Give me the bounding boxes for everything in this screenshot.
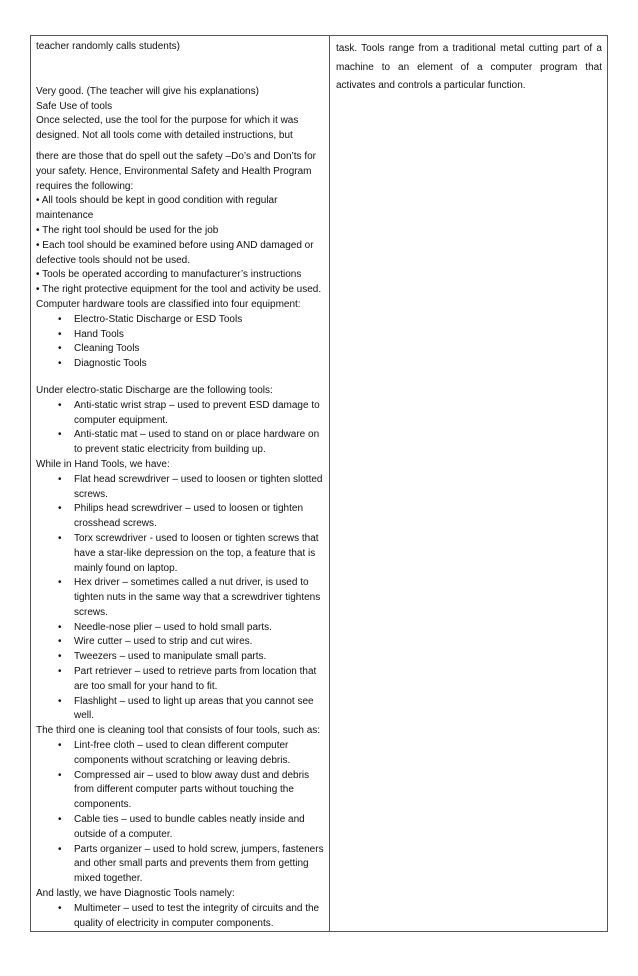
list-item: • Anti-static wrist strap – used to prevent ESD damage to computer equipment. xyxy=(36,399,325,429)
safety-point: • The right protective equipment for the tool and activity be used. xyxy=(36,284,322,296)
hand-tools-list xyxy=(36,473,325,725)
list-item: • Torx screwdriver - used to loosen or tighten screws that have a star-like depression on the top, a feature that is mainly found on laptop. xyxy=(36,532,325,576)
list-item: • Flat head screwdriver – used to loosen or tighten slotted screws. xyxy=(36,473,325,503)
safety-point: • Tools be operated according to manufacturer’s instructions xyxy=(36,269,302,281)
list-item: • Electro-Static Discharge or ESD Tools xyxy=(36,313,325,328)
list-item: • Lint-free cloth – used to clean different computer components without scratching or leaving debris. xyxy=(36,739,325,769)
diagnostic-intro: And lastly, we have Diagnostic Tools namely: xyxy=(36,888,235,900)
hand-intro: While in Hand Tools, we have: xyxy=(36,458,170,470)
list-item: • Anti-static mat – used to stand on or place hardware on to prevent static electricity from building up. xyxy=(36,428,325,458)
list-item: • Multimeter – used to test the integrity of circuits and the quality of electricity in computer components. xyxy=(36,902,325,932)
intro-line: teacher randomly calls students) xyxy=(36,41,180,52)
right-column xyxy=(330,36,607,931)
list-item: • Cable ties – used to bundle cables neatly inside and outside of a computer. xyxy=(36,813,325,843)
section-heading-safe-use: Safe Use of tools xyxy=(36,100,113,112)
list-item: • Part retriever – used to retrieve parts from location that are too small for your hand to fit. xyxy=(36,665,325,695)
list-item: • Cleaning Tools xyxy=(36,342,325,357)
safe-use-text-1: Once selected, use the tool for the purpose for which it was designed. Not all tools come with detailed instructions, but xyxy=(36,115,299,142)
esd-tools-list xyxy=(36,399,325,458)
cleaning-intro: The third one is cleaning tool that consists of four tools, such as: xyxy=(36,725,321,737)
list-item: • Compressed air – used to blow away dust and debris from different computer parts without touching the components. xyxy=(36,769,325,813)
classified-intro: Computer hardware tools are classified into four equipment: xyxy=(36,298,301,310)
list-item: • Needle-nose plier – used to hold small parts. xyxy=(36,621,325,636)
list-item: • Diagnostic Tools xyxy=(36,357,325,372)
document-table xyxy=(30,35,608,932)
esd-intro: Under electro-static Discharge are the following tools: xyxy=(36,384,273,396)
safety-point: • Each tool should be examined before using AND damaged or defective tools should not be used. xyxy=(36,239,314,266)
list-item: • Parts organizer – used to hold screw, jumpers, fasteners and other small parts and prevents them from getting mixed together. xyxy=(36,843,325,887)
right-column-text: task. Tools range from a traditional metal cutting part of a machine to an element of a computer program that activates and controls a particular function. xyxy=(336,43,602,91)
diagnostic-tools-list xyxy=(36,902,325,932)
list-item: • Tweezers – used to manipulate small parts. xyxy=(36,650,325,665)
list-item: • Philips head screwdriver – used to loosen or tighten crosshead screws. xyxy=(36,502,325,532)
safety-points-list xyxy=(36,194,325,298)
list-item: • Flashlight – used to light up areas that you cannot see well. xyxy=(36,695,325,725)
list-item: • Wire cutter – used to strip and cut wires. xyxy=(36,635,325,650)
left-column xyxy=(31,36,330,931)
safe-use-text-2: there are those that do spell out the safety –Do’s and Don’ts for your safety. Hence, Environmental Safety and Health Program requires the following: xyxy=(36,150,316,192)
safety-point: • The right tool should be used for the job xyxy=(36,224,219,236)
safety-point: • All tools should be kept in good condition with regular maintenance xyxy=(36,195,278,222)
categories-list xyxy=(36,313,325,372)
very-good-line: Very good. (The teacher will give his explanations) xyxy=(36,85,259,97)
list-item: • Hand Tools xyxy=(36,328,325,343)
list-item: • Hex driver – sometimes called a nut driver, is used to tighten nuts in the same way that a screwdriver tightens screws. xyxy=(36,576,325,620)
cleaning-tools-list xyxy=(36,739,325,887)
